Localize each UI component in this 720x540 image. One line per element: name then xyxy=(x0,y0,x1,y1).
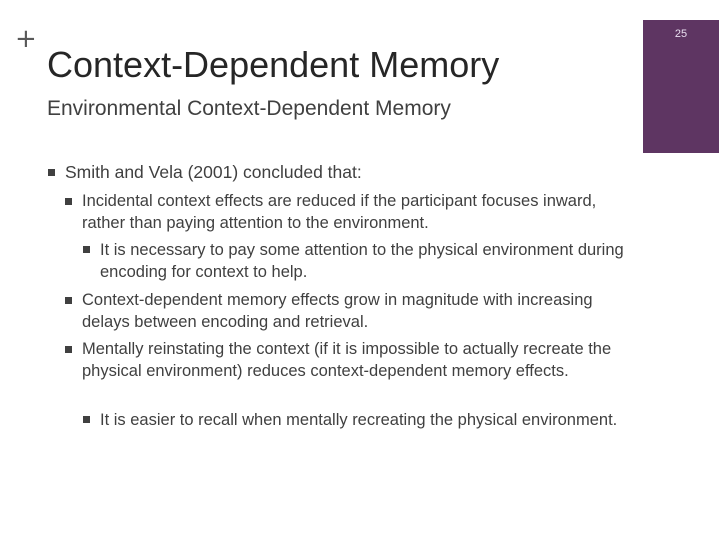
bullet-text: It is necessary to pay some attention to the physical environment during encoding for context to help. xyxy=(100,241,624,281)
slide-subtitle: Environmental Context-Dependent Memory xyxy=(47,97,451,120)
bullet-square-icon xyxy=(48,169,55,176)
bullet-pay-attention xyxy=(100,239,640,283)
bullet-square-icon xyxy=(65,346,72,353)
bullet-text: Smith and Vela (2001) concluded that: xyxy=(65,162,362,182)
bullet-text: Mentally reinstating the context (if it is impossible to actually recreate the physical environment) reduces context-dependent memory effects. xyxy=(82,340,612,380)
bullet-square-icon xyxy=(65,198,72,205)
page-number-badge xyxy=(643,20,719,153)
page-number: 25 xyxy=(674,28,688,40)
bullet-text: Context-dependent memory effects grow in magnitude with increasing delays between encoding and retrieval. xyxy=(82,291,593,331)
bullet-main xyxy=(65,161,625,183)
bullet-square-icon xyxy=(83,246,90,253)
bullet-easier-recall xyxy=(100,409,640,431)
bullet-square-icon xyxy=(65,297,72,304)
bullet-text: It is easier to recall when mentally recreating the physical environment. xyxy=(100,411,618,429)
bullet-mental-reinstatement xyxy=(82,338,642,382)
bullet-incidental-context xyxy=(82,190,642,234)
bullet-delay-effects xyxy=(82,289,642,333)
plus-mark: + xyxy=(15,24,37,54)
bullet-square-icon xyxy=(83,416,90,423)
slide-title: Context-Dependent Memory xyxy=(47,44,500,85)
bullet-text: Incidental context effects are reduced if the participant focuses inward, rather than paying attention to the environment. xyxy=(82,192,597,232)
